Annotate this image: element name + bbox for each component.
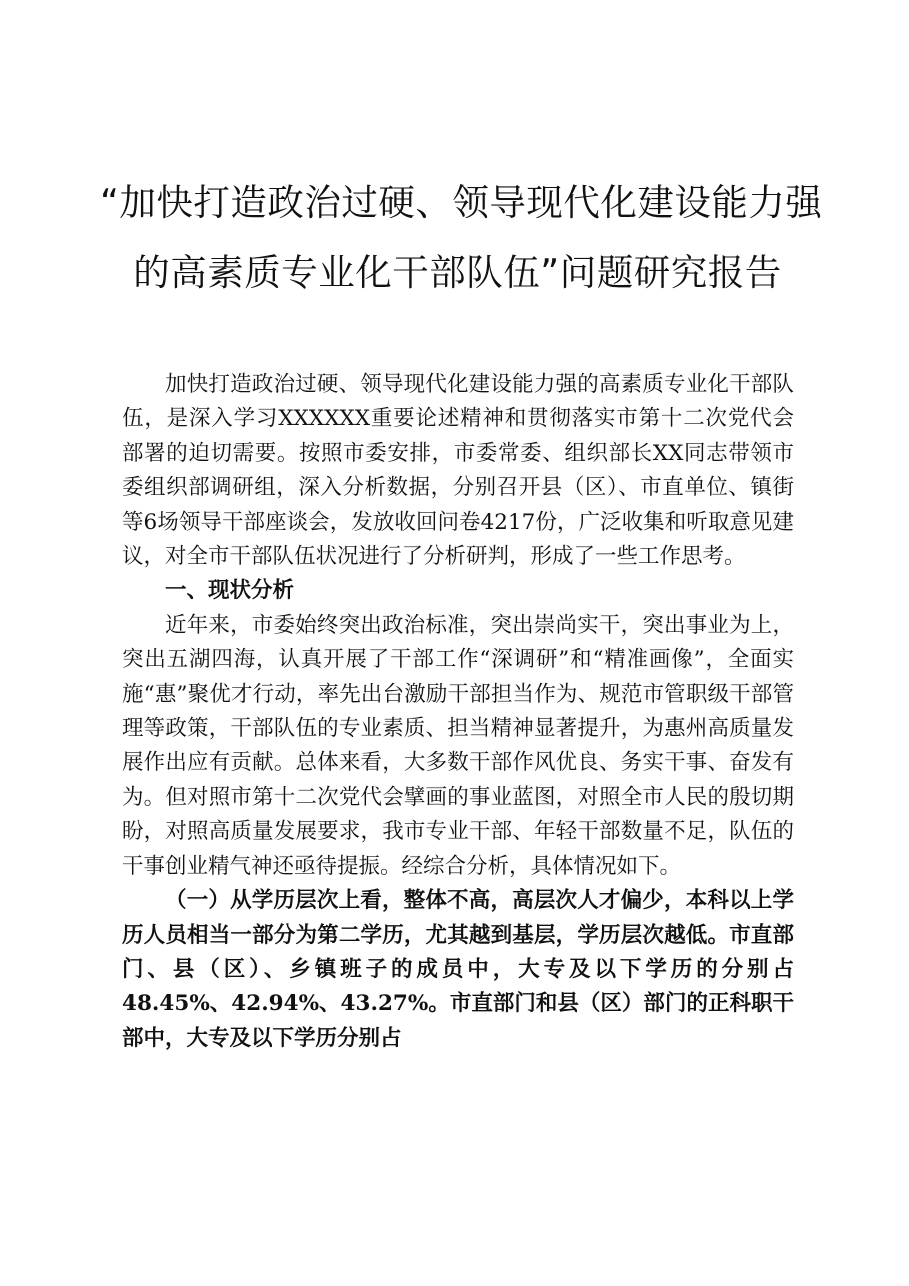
title-line-2: 的高素质专业化干部队伍”问题研究报告: [133, 251, 782, 294]
status-paragraph: 近年来，市委始终突出政治标准，突出崇尚实干，突出事业为上，突出五湖四海，认真开展了干部工作“深调研”和“精准画像”，全面实施“惠”聚优才行动，率先出台激励干部担当作为、规范市管职级干部管理等政策，干部队伍的专业素质、担当精神显著提升，为惠州高质量发展作出应有贡献。总体来看，大多数干部作风优良、务实干事、奋发有为。但对照市第十二次党代会擘画的事业蓝图，对照全市人民的殷切期盼，对照高质量发展要求，我市专业干部、年轻干部数量不足，队伍的干事创业精气神还亟待提振。经综合分析，具体情况如下。: [122, 612, 794, 879]
document-title: [100, 168, 823, 308]
intro-paragraph: 加快打造政治过硬、领导现代化建设能力强的高素质专业化干部队伍，是深入学习XXXXXX重要论述精神和贯彻落实市第十二次党代会部署的迫切需要。按照市委安排，市委常委、组织部长XX同志带领市委组织部调研组，深入分析数据，分别召开县（区）、市直单位、镇街等6场领导干部座谈会，发放收回问卷4217份，广泛收集和听取意见建议，对全市干部队伍状况进行了分析研判，形成了一些工作思考。: [122, 372, 794, 570]
title-line-1: “加快打造政治过硬、领导现代化建设能力强: [100, 181, 823, 224]
document-body: [122, 368, 794, 1056]
section-heading: 一、现状分析: [165, 578, 295, 604]
education-paragraph: （一）从学历层次上看，整体不高，高层次人才偏少，本科以上学历人员相当一部分为第二学历，尤其越到基层，学历层次越低。市直部门、县（区）、乡镇班子的成员中，大专及以下学历的分别占48.45%、42.94%、43.27%。市直部门和县（区）部门的正科职干部中，大专及以下学历分别占: [122, 888, 794, 1051]
